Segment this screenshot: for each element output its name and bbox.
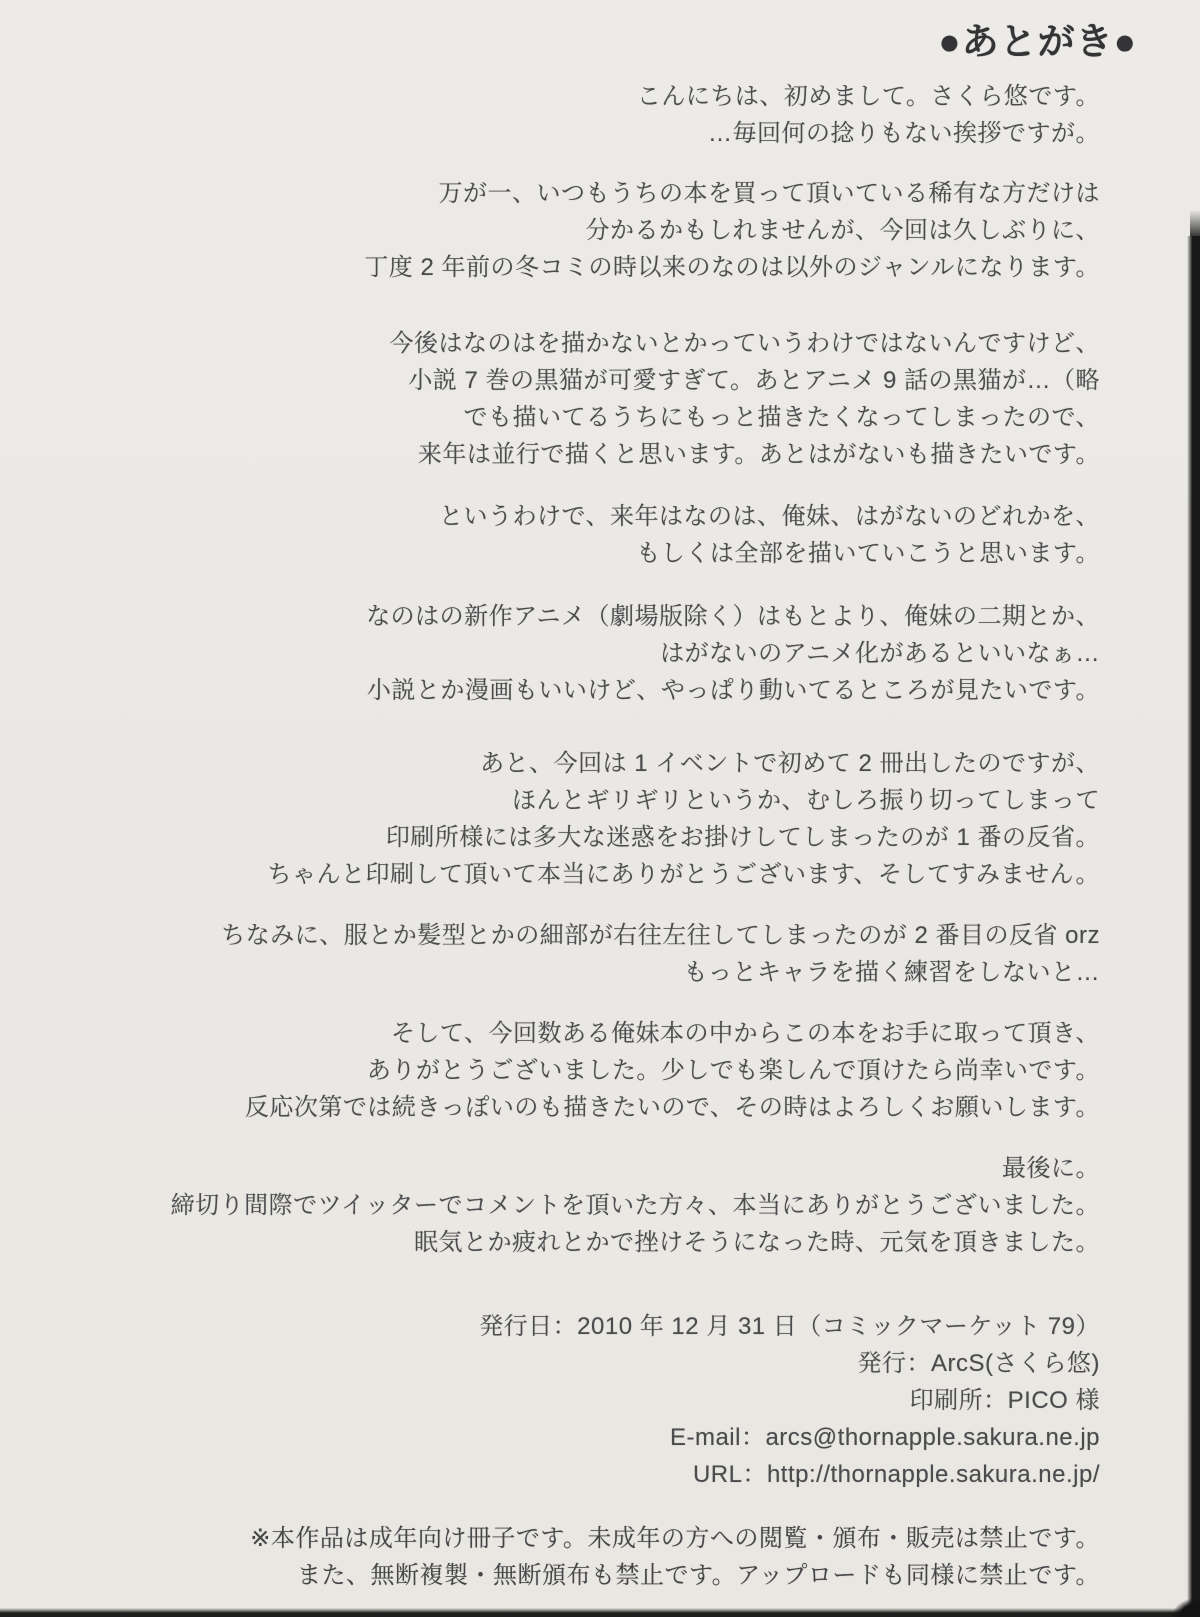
- text-line: 締切り間際でツイッターでコメントを頂いた方々、本当にありがとうございました。: [170, 1192, 1100, 1219]
- text-line: 万が一、いつもうちの本を買って頂いている稀有な方だけは: [438, 180, 1100, 207]
- text-line: …毎回何の捻りもない挨拶ですが。: [708, 120, 1100, 147]
- text-line: また、無断複製・無断頒布も禁止です。アップロードも同様に禁止です。: [297, 1562, 1100, 1589]
- paragraph-greeting: [0, 78, 1200, 152]
- text-line: ※本作品は成年向け冊子です。未成年の方への閲覧・頒布・販売は禁止です。: [250, 1525, 1100, 1552]
- text-line: ちなみに、服とか髪型とかの細部が右往左往してしまったのが 2 番目の反省 orz: [221, 922, 1100, 949]
- text-line: というわけで、来年はなのは、俺妹、はがないのどれかを、: [438, 503, 1100, 530]
- text-line: こんにちは、初めまして。さくら悠です。: [636, 83, 1100, 110]
- text-line: 今後はなのはを描かないとかっていうわけではないんですけど、: [389, 330, 1100, 357]
- text-line: ほんとギリギリというか、むしろ振り切ってしまって: [512, 787, 1100, 814]
- scan-edge-bottom: [0, 1608, 1200, 1617]
- paragraph-thanks-readers: [0, 1015, 1200, 1126]
- paragraph-next-year: [0, 498, 1200, 572]
- text-line: ちゃんと印刷して頂いて本当にありがとうございます、そしてすみません。: [267, 861, 1100, 888]
- scan-edge-right: [1187, 236, 1200, 1617]
- text-line: ありがとうございました。少しでも楽しんで頂けたら尚幸いです。: [366, 1057, 1100, 1084]
- publication-date: 発行日：2010 年 12 月 31 日（コミックマーケット 79）: [479, 1313, 1100, 1340]
- text-line: 反応次第では続きっぽいのも描きたいので、その時はよろしくお願いします。: [244, 1094, 1100, 1121]
- text-line: あと、今回は 1 イベントで初めて 2 冊出したのですが、: [480, 750, 1100, 777]
- colophon: [0, 1308, 1200, 1493]
- paragraph-final-thanks: [0, 1150, 1200, 1261]
- text-line: そして、今回数ある俺妹本の中からこの本をお手に取って頂き、: [390, 1020, 1100, 1047]
- text-line: なのはの新作アニメ（劇場版除く）はもとより、俺妹の二期とか、: [366, 603, 1100, 630]
- text-line: でも描いてるうちにもっと描きたくなってしまったので、: [463, 404, 1100, 431]
- paragraph-genre: [0, 175, 1200, 286]
- scan-edge-corner: [1174, 1599, 1200, 1617]
- text-line: 印刷所様には多大な迷惑をお掛けしてしまったのが 1 番の反省。: [385, 824, 1100, 851]
- publisher: 発行：ArcS(さくら悠): [857, 1350, 1100, 1377]
- text-line: 分かるかもしれませんが、今回は久しぶりに、: [585, 217, 1100, 244]
- text-line: 小説とか漫画もいいけど、やっぱり動いてるところが見たいです。: [366, 677, 1100, 704]
- page-title: ●あとがき●: [938, 21, 1137, 62]
- text-line: 丁度 2 年前の冬コミの時以来のなのは以外のジャンルになります。: [364, 254, 1100, 281]
- email-address: E-mail：arcs@thornapple.sakura.ne.jp: [669, 1424, 1100, 1451]
- adult-notice: [0, 1520, 1200, 1594]
- text-line: 小説 7 巻の黒猫が可愛すぎて。あとアニメ 9 話の黒猫が…（略: [408, 367, 1100, 394]
- text-line: もしくは全部を描いていこうと思います。: [636, 540, 1100, 567]
- text-line: もっとキャラを描く練習をしないと…: [683, 959, 1100, 986]
- paragraph-reflection: [0, 917, 1200, 991]
- text-line: 最後に。: [1002, 1155, 1100, 1182]
- printer: 印刷所：PICO 様: [909, 1387, 1100, 1414]
- text-line: 眠気とか疲れとかで挫けそうになった時、元気を頂きました。: [414, 1229, 1100, 1256]
- text-line: 来年は並行で描くと思います。あとはがないも描きたいです。: [417, 441, 1100, 468]
- paragraph-anime-hopes: [0, 598, 1200, 709]
- text-line: はがないのアニメ化があるといいなぁ…: [660, 640, 1100, 667]
- paragraph-kuroneko: [0, 325, 1200, 473]
- paragraph-printing: [0, 745, 1200, 893]
- website-url: URL：http://thornapple.sakura.ne.jp/: [692, 1461, 1100, 1488]
